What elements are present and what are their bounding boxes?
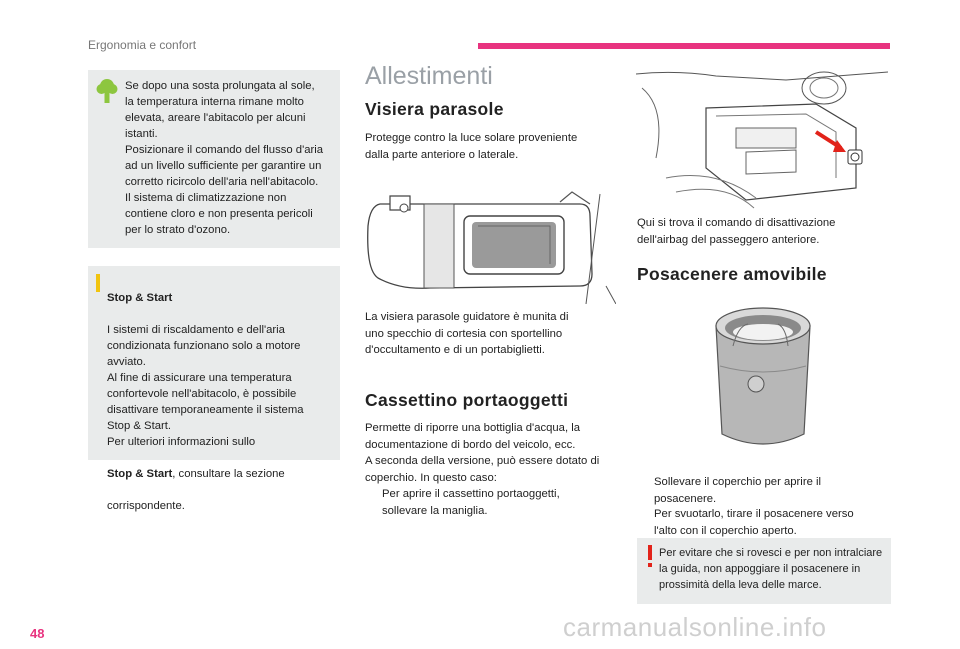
ashtray-illustration (708, 306, 818, 454)
posacenere-title: Posacenere amovibile (637, 264, 827, 284)
airbag-caption: Qui si trova il comando di disattivazione dell'airbag del passeggero anteriore. (637, 217, 836, 246)
cassettino-text: Permette di riporre una bottiglia d'acqua, la documentazione di bordo del veicolo, ecc. A seconda della versione, può essere dotato di coperchio. In questo caso: (365, 422, 600, 484)
posacenere-bullet-2-text: Per svuotarlo, tirare il posacenere verso l'alto con il coperchio aperto. (654, 508, 854, 537)
info-ref-bold: Stop & Start (107, 468, 173, 480)
visiera-title: Visiera parasole (365, 99, 504, 119)
tip-icon (96, 78, 118, 104)
visiera-caption: La visiera parasole guidatore è munita di uno specchio di cortesia con sportellino d'occultamento e di un portabiglietti. (365, 311, 569, 356)
posacenere-bullet-2 (637, 506, 897, 540)
tip-text: Se dopo una sosta prolungata al sole, la temperatura interna rimane molto elevata, areare l'abitacolo per alcuni istanti. Posizionare il comando del flusso d'aria ad un livello sufficiente per garantire un corretto ricircolo dell'aria nell'abitacolo. Il sistema di climatizzazione non contiene cloro e non presenta pericoli per lo strato d'ozono. (125, 80, 324, 236)
sun-visor-illustration (360, 186, 616, 304)
info-ref-tail: , consultare la sezione (172, 468, 285, 480)
info-content (107, 274, 332, 530)
cassettino-bullet-text: Per aprire il cassettino portaoggetti, sollevare la maniglia. (382, 488, 560, 517)
posacenere-bullet-1 (637, 474, 897, 508)
info-ref-end: corrispondente. (107, 500, 185, 512)
cassettino-bullet (365, 486, 625, 520)
page-number: 48 (30, 626, 45, 641)
visiera-intro: Protegge contro la luce solare proveniente dalla parte anteriore o laterale. (365, 132, 578, 161)
warning-text: Per evitare che si rovesci e per non intralciare la guida, non appoggiare il posacenere in prossimità della leva delle marce. (659, 547, 883, 591)
info-title: Stop & Start (107, 292, 173, 304)
posacenere-bullet-1-text: Sollevare il coperchio per aprire il posacenere. (654, 476, 822, 505)
glovebox-illustration (636, 68, 888, 212)
info-text: I sistemi di riscaldamento e dell'aria condizionata funzionano solo a motore avviato. Al fine di assicurare una temperatura confortevole nell'abitacolo, è possibile disattivare temporaneamente il sistema Stop & Start. Per ulteriori informazioni sullo (107, 324, 304, 448)
cassettino-title: Cassettino portaoggetti (365, 390, 569, 410)
warning-icon (645, 545, 655, 569)
section-header: Ergonomia e confort (88, 38, 197, 52)
info-icon (96, 274, 100, 292)
header-accent-bar (478, 43, 890, 49)
info-reference (107, 466, 332, 482)
section-title: Allestimenti (365, 62, 493, 90)
watermark: carmanualsonline.info (563, 612, 827, 642)
